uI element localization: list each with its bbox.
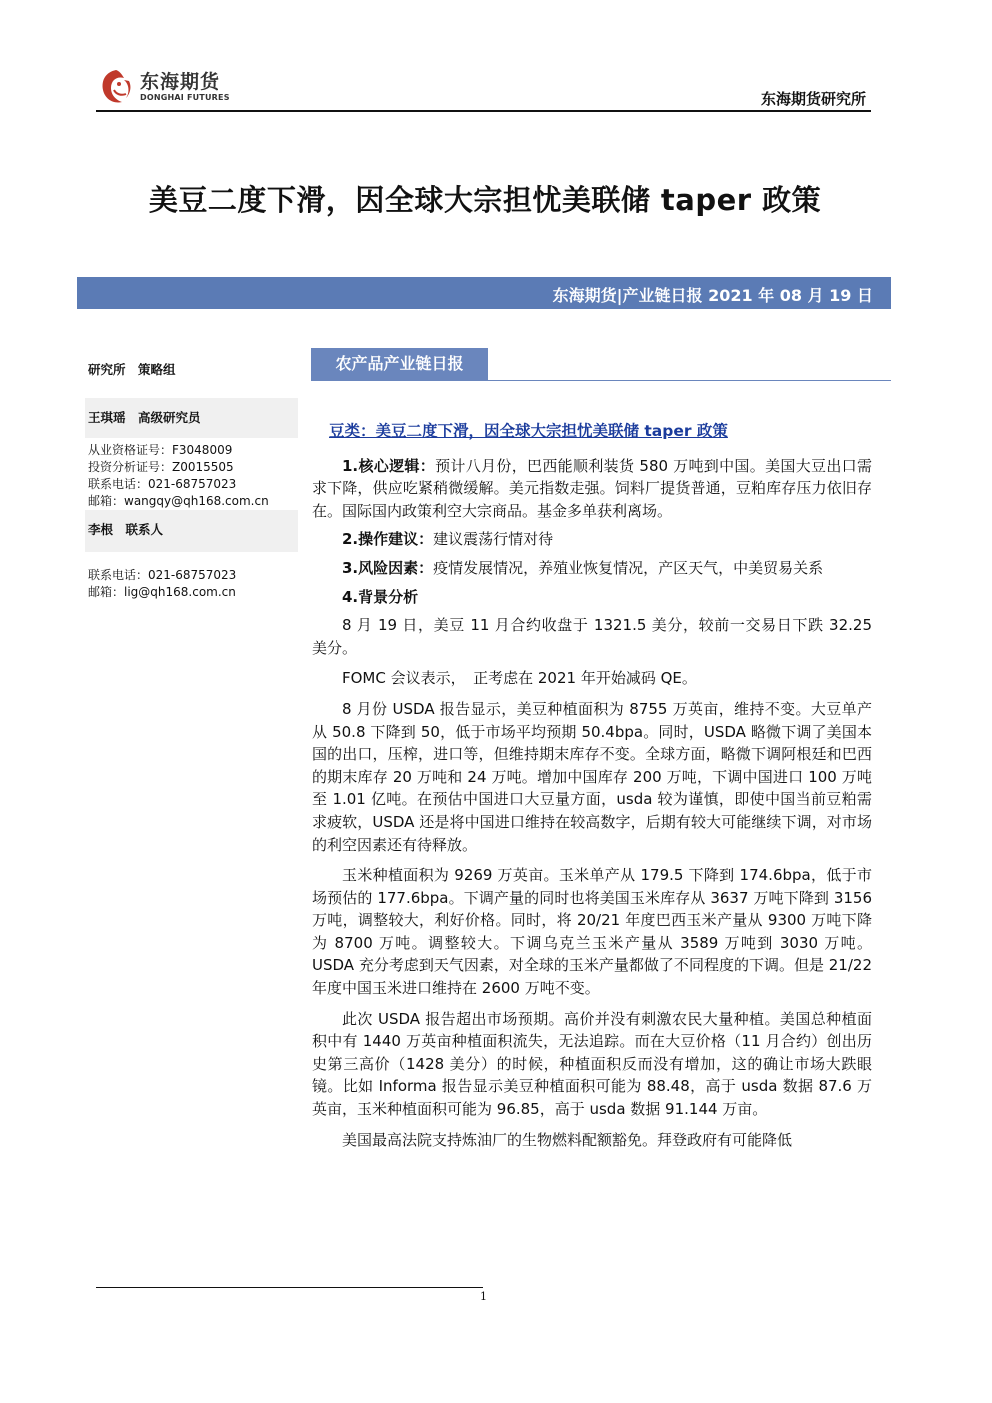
core-logic-text: 预计八月份，巴西能顺利装货 580 万吨到中国。美国大豆出口需求下降，供应吃紧稍微缓解。美元指数走强。饲料厂提货普通，豆粕库存压力依旧存在。国际国内政策利空大宗商品。基金多单获利离场。: [312, 456, 873, 520]
background-heading: 4.背景分析: [342, 587, 419, 606]
body-paragraph: 此次 USDA 报告超出市场预期。高价并没有刺激农民大量种植。美国总种植面积中有 1440 万英亩种植面积流失，无法追踪。而在大豆价格（11 月合约）创出历史第三高价（1428 美分）的时候，种植面积反而没有增加，这的确让市场大跌眼镜。比如 Informa 报告显示美豆种植面积可能为 88.48，高于 usda 数据 87.6 万英亩，玉米种植面积可能为 96.85，高于 usda 数据 91.144 万亩。: [312, 1009, 872, 1119]
body-paragraph: 玉米种植面积为 9269 万英亩。玉米单产从 179.5 下降到 174.6bpa，低于市场预估的 177.6bpa。下调产量的同时也将美国玉米库存从 3637 万吨下降到 3156 万吨，调整较大，利好价格。同时，将 20/21 年度巴西玉米产量从 9300 万吨下降为 8700 万吨。调整较大。下调乌克兰玉米产量从 3589 万吨到 3030 万吨。USDA 充分考虑到天气因素，对全球的玉米产量都做了不同程度的下调。但是 21/22 年度中国玉米进口维持在 2600 万吨不变。: [312, 866, 872, 998]
page-number: 1: [480, 1290, 487, 1303]
section-tab: 农产品产业链日报: [311, 348, 488, 380]
section-divider: [311, 380, 891, 381]
analyst-contact-info: [85, 438, 298, 510]
dragon-logo-icon: [96, 66, 136, 108]
risk-paragraph: [312, 557, 872, 580]
core-logic-paragraph: [312, 455, 872, 523]
body-paragraph: FOMC 会议表示， 正考虑在 2021 年开始减码 QE。: [342, 669, 697, 688]
advice-paragraph: [312, 528, 872, 551]
core-logic-label: 1.核心逻辑：: [342, 456, 436, 475]
advice-label: 2.操作建议：: [342, 530, 434, 549]
body-paragraph: 美国最高法院支持炼油厂的生物燃料配额豁免。拜登政府有可能降低: [342, 1130, 793, 1149]
section-subheading: 豆类：美豆二度下滑，因全球大宗担忧美联储 taper 政策: [329, 422, 728, 440]
report-date-bar: [77, 277, 891, 309]
contact-info: [85, 552, 298, 601]
analyst-investment-license: 投资分析证号：Z0015505: [88, 460, 234, 474]
report-body: [312, 420, 872, 1159]
analyst-license: 从业资格证号：F3048009: [88, 443, 233, 457]
advice-text: 建议震荡行情对待: [433, 530, 554, 549]
body-paragraph: 8 月份 USDA 报告显示，美豆种植面积为 8755 万英亩，维持不变。大豆单产从 50.8 下降到 50，低于市场平均预期 50.4bpa。同时，USDA 略微下调了美国本国的出口，压榨，进口等，但维持期末库存不变。全球方面，略微下调阿根廷和巴西的期末库存 20 万吨和 24 万吨。增加中国库存 200 万吨，下调中国进口 100 万吨至 1.01 亿吨。在预估中国进口大豆量方面，usda 较为谨慎，即使中国当前豆粕需求疲软，USDA 还是将中国进口维持在较高数字，后期有较大可能继续下调，对市场的利空因素还有待释放。: [312, 699, 872, 854]
report-date-text: 东海期货|产业链日报 2021 年 08 月 19 日: [552, 286, 873, 305]
logo-english-name: DONGHAI FUTURES: [140, 93, 230, 102]
analyst-email: 邮箱：wangqy@qh168.com.cn: [88, 494, 269, 508]
footer-divider: [96, 1287, 483, 1288]
body-paragraph: 8 月 19 日，美豆 11 月合约收盘于 1321.5 美分，较前一交易日下跌 32.25 美分。: [312, 616, 872, 657]
document-title: 美豆二度下滑，因全球大宗担忧美联储 taper 政策: [148, 183, 822, 217]
risk-text: 疫情发展情况，养殖业恢复情况，产区天气，中美贸易关系: [433, 558, 824, 577]
contact-name: 李根 联系人: [85, 510, 298, 552]
logo-chinese-name: 东海期货: [140, 71, 221, 93]
analyst-phone: 联系电话：021-68757023: [88, 477, 237, 491]
organization-name: 东海期货研究所: [760, 90, 866, 108]
header-divider: [96, 110, 871, 112]
analyst-name: 王琪瑶 高级研究员: [85, 398, 298, 438]
contact-phone: 联系电话：021-68757023: [88, 568, 237, 582]
author-sidebar: [85, 354, 298, 601]
risk-label: 3.风险因素：: [342, 558, 434, 577]
company-logo: [96, 64, 236, 110]
contact-email: 邮箱：lig@qh168.com.cn: [88, 585, 236, 599]
department-label: 研究所 策略组: [88, 362, 176, 377]
